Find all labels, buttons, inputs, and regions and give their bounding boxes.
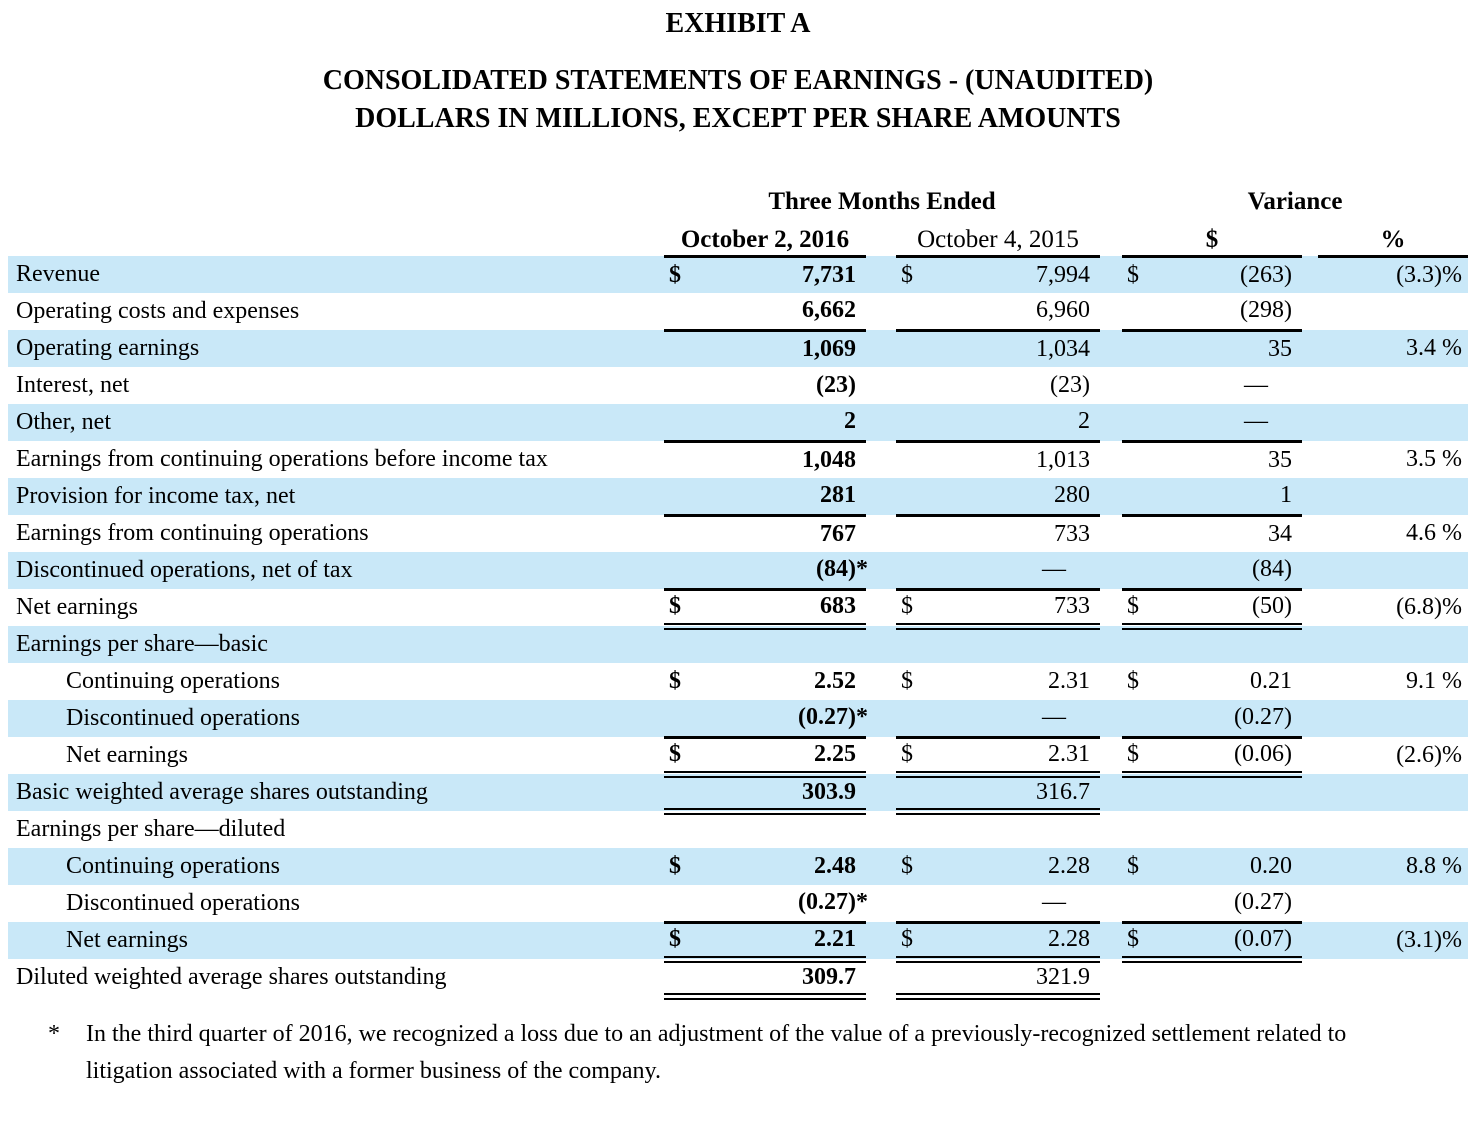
column-gap	[1302, 700, 1318, 737]
currency-symbol-2015	[896, 959, 930, 996]
currency-symbol-2015: $	[896, 737, 930, 774]
column-gap	[1100, 663, 1122, 700]
header-spacer	[1100, 182, 1122, 218]
currency-symbol-2016: $	[669, 668, 681, 694]
currency-symbol-2016	[664, 330, 698, 367]
currency-symbol-2015	[896, 293, 930, 330]
column-gap	[1100, 589, 1122, 626]
value-2016	[698, 626, 866, 663]
value-variance-percent	[1318, 811, 1468, 848]
column-gap	[1100, 256, 1122, 293]
row-label: Earnings from continuing operations	[16, 520, 369, 546]
currency-symbol-variance	[1122, 811, 1154, 848]
value-2016: 1,069	[698, 330, 866, 367]
column-gap	[866, 441, 896, 478]
table-row	[8, 256, 1468, 293]
column-gap	[866, 256, 896, 293]
currency-symbol-2016	[664, 811, 698, 848]
value-2016	[698, 811, 866, 848]
row-label: Earnings per share—diluted	[16, 816, 286, 842]
footnote	[8, 1016, 1468, 1090]
column-gap	[1302, 737, 1318, 774]
currency-symbol-2016	[664, 885, 698, 922]
header-spacer	[8, 218, 664, 256]
value-variance-percent	[1318, 552, 1468, 589]
column-gap	[866, 811, 896, 848]
value-2015: 2.28	[930, 922, 1100, 959]
currency-symbol-2015: $	[896, 922, 930, 959]
currency-symbol-2015	[896, 330, 930, 367]
value-variance-percent: 4.6 %	[1406, 520, 1463, 546]
value-variance-dollar: 34	[1154, 515, 1302, 552]
column-gap	[866, 589, 896, 626]
column-gap	[1302, 848, 1318, 885]
currency-symbol-2015	[896, 552, 930, 589]
column-gap	[1100, 441, 1122, 478]
column-gap	[1302, 626, 1318, 663]
column-gap	[1100, 552, 1122, 589]
value-variance-percent	[1318, 626, 1468, 663]
currency-symbol-2015: $	[901, 261, 913, 288]
value-variance-percent	[1318, 367, 1468, 404]
column-gap	[1302, 589, 1318, 626]
value-2015: —	[1042, 889, 1067, 916]
table-row	[8, 478, 1468, 515]
column-gap	[1100, 959, 1122, 996]
column-gap	[1100, 700, 1122, 737]
value-2016: 2.21	[698, 922, 866, 959]
value-2015: 2.28	[1048, 853, 1091, 879]
currency-symbol-2015	[896, 626, 930, 663]
value-variance-dollar: (0.06)	[1154, 737, 1302, 774]
value-2015: —	[1042, 556, 1067, 583]
value-2016: 683	[698, 589, 866, 626]
column-gap	[1100, 626, 1122, 663]
value-2016: 2.52	[814, 668, 856, 694]
currency-symbol-variance	[1122, 478, 1154, 515]
value-2016: 281	[820, 482, 856, 509]
table-row	[8, 626, 1468, 663]
value-2016: (0.27)*	[798, 889, 868, 916]
value-variance-dollar: 1	[1280, 482, 1293, 509]
value-2016: 2.48	[814, 853, 856, 879]
value-variance-percent: 9.1 %	[1406, 668, 1463, 694]
column-gap	[1302, 404, 1318, 441]
column-gap	[866, 367, 896, 404]
value-2015: 321.9	[930, 959, 1100, 996]
column-gap	[1100, 811, 1122, 848]
table-row	[8, 848, 1468, 885]
currency-symbol-2015	[896, 515, 930, 552]
column-header-variance-dollar: $	[1122, 218, 1302, 256]
currency-symbol-2016: $	[669, 853, 681, 879]
value-2015: (23)	[1050, 372, 1091, 398]
table-row	[8, 700, 1468, 737]
column-gap	[866, 737, 896, 774]
row-label: Basic weighted average shares outstanding	[16, 779, 428, 805]
currency-symbol-2016: $	[664, 589, 698, 626]
currency-symbol-2015	[896, 700, 930, 737]
table-row	[8, 552, 1468, 589]
value-2016: (0.27)*	[798, 704, 868, 731]
value-2016: 767	[698, 515, 866, 552]
row-label: Net earnings	[66, 927, 188, 953]
header-spacer	[1302, 218, 1318, 256]
column-gap	[1100, 330, 1122, 367]
value-variance-percent	[1318, 478, 1468, 515]
row-label: Continuing operations	[66, 668, 280, 694]
currency-symbol-variance	[1122, 774, 1154, 811]
value-variance-dollar	[1154, 811, 1302, 848]
column-gap	[1302, 922, 1318, 959]
column-gap	[1100, 848, 1122, 885]
value-2016: (84)*	[816, 556, 868, 583]
currency-symbol-variance	[1122, 552, 1154, 589]
currency-symbol-variance: $	[1122, 589, 1154, 626]
currency-symbol-variance	[1122, 404, 1154, 441]
column-gap	[1100, 737, 1122, 774]
value-variance-percent	[1318, 293, 1468, 330]
currency-symbol-2016	[664, 367, 698, 404]
column-gap	[866, 626, 896, 663]
exhibit-label: EXHIBIT A	[665, 8, 811, 39]
variance-group-header: Variance	[1247, 188, 1343, 215]
row-label: Provision for income tax, net	[16, 483, 296, 509]
currency-symbol-2015	[896, 441, 930, 478]
currency-symbol-variance: $	[1122, 922, 1154, 959]
value-variance-percent	[1318, 404, 1468, 441]
value-variance-dollar: (298)	[1240, 297, 1293, 324]
column-gap	[1302, 293, 1318, 330]
currency-symbol-2015	[896, 404, 930, 441]
value-2015: 1,013	[930, 441, 1100, 478]
currency-symbol-2016	[664, 293, 698, 330]
column-header-2015: October 4, 2015	[896, 218, 1100, 256]
column-gap	[1302, 515, 1318, 552]
currency-symbol-2015	[896, 478, 930, 515]
currency-symbol-2016	[664, 515, 698, 552]
table-row	[8, 774, 1468, 811]
column-gap	[866, 663, 896, 700]
column-gap	[866, 848, 896, 885]
table-row	[8, 737, 1468, 774]
column-gap	[1100, 367, 1122, 404]
column-gap	[866, 700, 896, 737]
table-row	[8, 589, 1468, 626]
earnings-table-body	[8, 256, 1468, 996]
column-header-row	[8, 218, 1468, 256]
currency-symbol-2015	[896, 774, 930, 811]
column-gap	[866, 330, 896, 367]
value-variance-dollar: (0.27)	[1234, 889, 1293, 916]
currency-symbol-variance	[1122, 515, 1154, 552]
column-gap	[1302, 959, 1318, 996]
table-row	[8, 441, 1468, 478]
value-variance-dollar: (263)	[1240, 261, 1293, 288]
currency-symbol-2016	[664, 478, 698, 515]
value-variance-dollar: 0.21	[1250, 668, 1293, 694]
row-label: Other, net	[16, 409, 112, 435]
earnings-table	[8, 182, 1468, 1000]
currency-symbol-variance	[1122, 441, 1154, 478]
value-2016: 2.25	[698, 737, 866, 774]
table-row	[8, 404, 1468, 441]
header-spacer	[1100, 218, 1122, 256]
value-2016: 7,731	[802, 261, 856, 288]
value-2015: 6,960	[1036, 297, 1091, 324]
value-2015: —	[1042, 704, 1067, 731]
currency-symbol-variance: $	[1127, 668, 1140, 694]
value-2015: 2.31	[1048, 668, 1091, 694]
currency-symbol-2015: $	[896, 589, 930, 626]
group-header-row	[8, 182, 1468, 218]
column-gap	[1302, 811, 1318, 848]
row-label: Net earnings	[16, 594, 138, 620]
column-gap	[866, 404, 896, 441]
currency-symbol-variance	[1122, 885, 1154, 922]
table-row	[8, 811, 1468, 848]
column-gap	[1100, 515, 1122, 552]
currency-symbol-2015	[896, 367, 930, 404]
column-gap	[866, 922, 896, 959]
currency-symbol-variance: $	[1127, 261, 1140, 288]
value-variance-percent	[1318, 959, 1468, 996]
currency-symbol-2015	[896, 811, 930, 848]
value-2015: 1,034	[930, 330, 1100, 367]
value-variance-dollar: (50)	[1154, 589, 1302, 626]
row-label: Earnings per share—basic	[16, 631, 268, 657]
value-variance-percent	[1318, 774, 1468, 811]
table-row	[8, 293, 1468, 330]
value-2016: 6,662	[802, 297, 856, 324]
value-variance-dollar: 35	[1154, 441, 1302, 478]
column-gap	[866, 478, 896, 515]
column-header-2016: October 2, 2016	[664, 218, 866, 256]
value-variance-percent: 3.4 %	[1406, 335, 1463, 361]
value-2015: 280	[1054, 482, 1091, 509]
value-2015: 316.7	[930, 774, 1100, 811]
document-title	[8, 62, 1468, 138]
column-gap	[1302, 367, 1318, 404]
value-2016: 309.7	[698, 959, 866, 996]
value-variance-dollar	[1154, 626, 1302, 663]
row-label: Operating earnings	[16, 335, 200, 361]
value-variance-percent	[1318, 885, 1468, 922]
column-gap	[866, 774, 896, 811]
column-gap	[1100, 293, 1122, 330]
value-2015: 2.31	[930, 737, 1100, 774]
column-gap	[1302, 330, 1318, 367]
currency-symbol-2016	[664, 552, 698, 589]
currency-symbol-variance: $	[1122, 737, 1154, 774]
row-label: Discontinued operations, net of tax	[16, 557, 353, 583]
footnote-marker: *	[48, 1020, 60, 1047]
earnings-table-header	[8, 182, 1468, 256]
currency-symbol-variance: $	[1127, 853, 1140, 879]
value-2015	[930, 811, 1100, 848]
value-variance-percent: (2.6)%	[1396, 742, 1463, 768]
value-variance-dollar: (0.27)	[1234, 704, 1293, 731]
currency-symbol-2015: $	[901, 668, 913, 694]
row-label: Diluted weighted average shares outstanding	[16, 964, 447, 990]
value-variance-percent: (3.1)%	[1396, 927, 1463, 953]
column-gap	[1100, 774, 1122, 811]
value-variance-percent: 3.5 %	[1406, 446, 1463, 472]
row-label: Continuing operations	[66, 853, 280, 879]
column-gap	[866, 515, 896, 552]
value-variance-dollar	[1154, 774, 1302, 811]
value-variance-dollar: 35	[1154, 330, 1302, 367]
column-gap	[1302, 885, 1318, 922]
column-header-variance-percent: %	[1318, 218, 1468, 256]
currency-symbol-2015	[896, 885, 930, 922]
table-row	[8, 885, 1468, 922]
value-2016: 303.9	[698, 774, 866, 811]
header-spacer	[866, 218, 896, 256]
value-2015: 7,994	[1036, 261, 1091, 288]
row-label: Operating costs and expenses	[16, 298, 300, 324]
value-2015	[930, 626, 1100, 663]
value-2015: 733	[930, 515, 1100, 552]
column-gap	[866, 885, 896, 922]
column-gap	[1302, 774, 1318, 811]
value-2015: 2	[1078, 408, 1091, 435]
column-gap	[866, 959, 896, 996]
currency-symbol-2016: $	[664, 922, 698, 959]
currency-symbol-variance	[1122, 700, 1154, 737]
row-label: Revenue	[16, 261, 100, 287]
column-gap	[1302, 441, 1318, 478]
value-variance-percent	[1318, 700, 1468, 737]
currency-symbol-2016	[664, 404, 698, 441]
row-label: Discontinued operations	[66, 890, 300, 916]
table-row	[8, 959, 1468, 996]
currency-symbol-variance	[1122, 626, 1154, 663]
currency-symbol-2016	[664, 441, 698, 478]
column-gap	[1302, 663, 1318, 700]
footnote-text: In the third quarter of 2016, we recognized a loss due to an adjustment of the value of a previously-recognized settlement related to litigation associated with a former business of the company.	[86, 1020, 1347, 1084]
row-label: Discontinued operations	[66, 705, 300, 731]
value-2016: 1,048	[698, 441, 866, 478]
value-variance-dollar: —	[1244, 372, 1269, 398]
currency-symbol-2016: $	[669, 261, 681, 288]
row-label: Earnings from continuing operations before income tax	[16, 446, 548, 472]
currency-symbol-variance	[1122, 293, 1154, 330]
currency-symbol-variance	[1122, 959, 1154, 996]
period-group-header: Three Months Ended	[768, 188, 996, 215]
table-row	[8, 515, 1468, 552]
document-title-line2: DOLLARS IN MILLIONS, EXCEPT PER SHARE AMOUNTS	[355, 103, 1121, 134]
value-variance-percent: (6.8)%	[1396, 594, 1463, 620]
value-2015: 733	[930, 589, 1100, 626]
value-variance-dollar: (84)	[1252, 556, 1293, 583]
value-variance-dollar: 0.20	[1250, 853, 1293, 879]
column-gap	[1302, 256, 1318, 293]
column-gap	[1100, 885, 1122, 922]
row-label: Interest, net	[16, 372, 130, 398]
column-gap	[1302, 478, 1318, 515]
currency-symbol-variance	[1122, 330, 1154, 367]
column-gap	[866, 293, 896, 330]
column-gap	[1302, 552, 1318, 589]
table-row	[8, 330, 1468, 367]
currency-symbol-variance	[1122, 367, 1154, 404]
value-variance-dollar	[1154, 959, 1302, 996]
value-variance-percent: 8.8 %	[1406, 853, 1463, 879]
value-2016: (23)	[816, 372, 856, 398]
currency-symbol-2016	[664, 774, 698, 811]
currency-symbol-2016	[664, 959, 698, 996]
currency-symbol-2016: $	[664, 737, 698, 774]
table-row	[8, 663, 1468, 700]
column-gap	[866, 552, 896, 589]
column-gap	[1100, 478, 1122, 515]
value-2016: 2	[844, 408, 856, 435]
table-row	[8, 922, 1468, 959]
row-label: Net earnings	[66, 742, 188, 768]
column-gap	[1100, 922, 1122, 959]
column-gap	[1100, 404, 1122, 441]
table-row	[8, 367, 1468, 404]
document-title-line1: CONSOLIDATED STATEMENTS OF EARNINGS - (UNAUDITED)	[322, 65, 1154, 96]
header-spacer	[8, 182, 664, 218]
currency-symbol-2016	[664, 626, 698, 663]
currency-symbol-2015: $	[901, 853, 913, 879]
value-variance-dollar: —	[1244, 408, 1269, 435]
value-variance-dollar: (0.07)	[1154, 922, 1302, 959]
currency-symbol-2016	[664, 700, 698, 737]
value-variance-percent: (3.3)%	[1396, 261, 1463, 288]
